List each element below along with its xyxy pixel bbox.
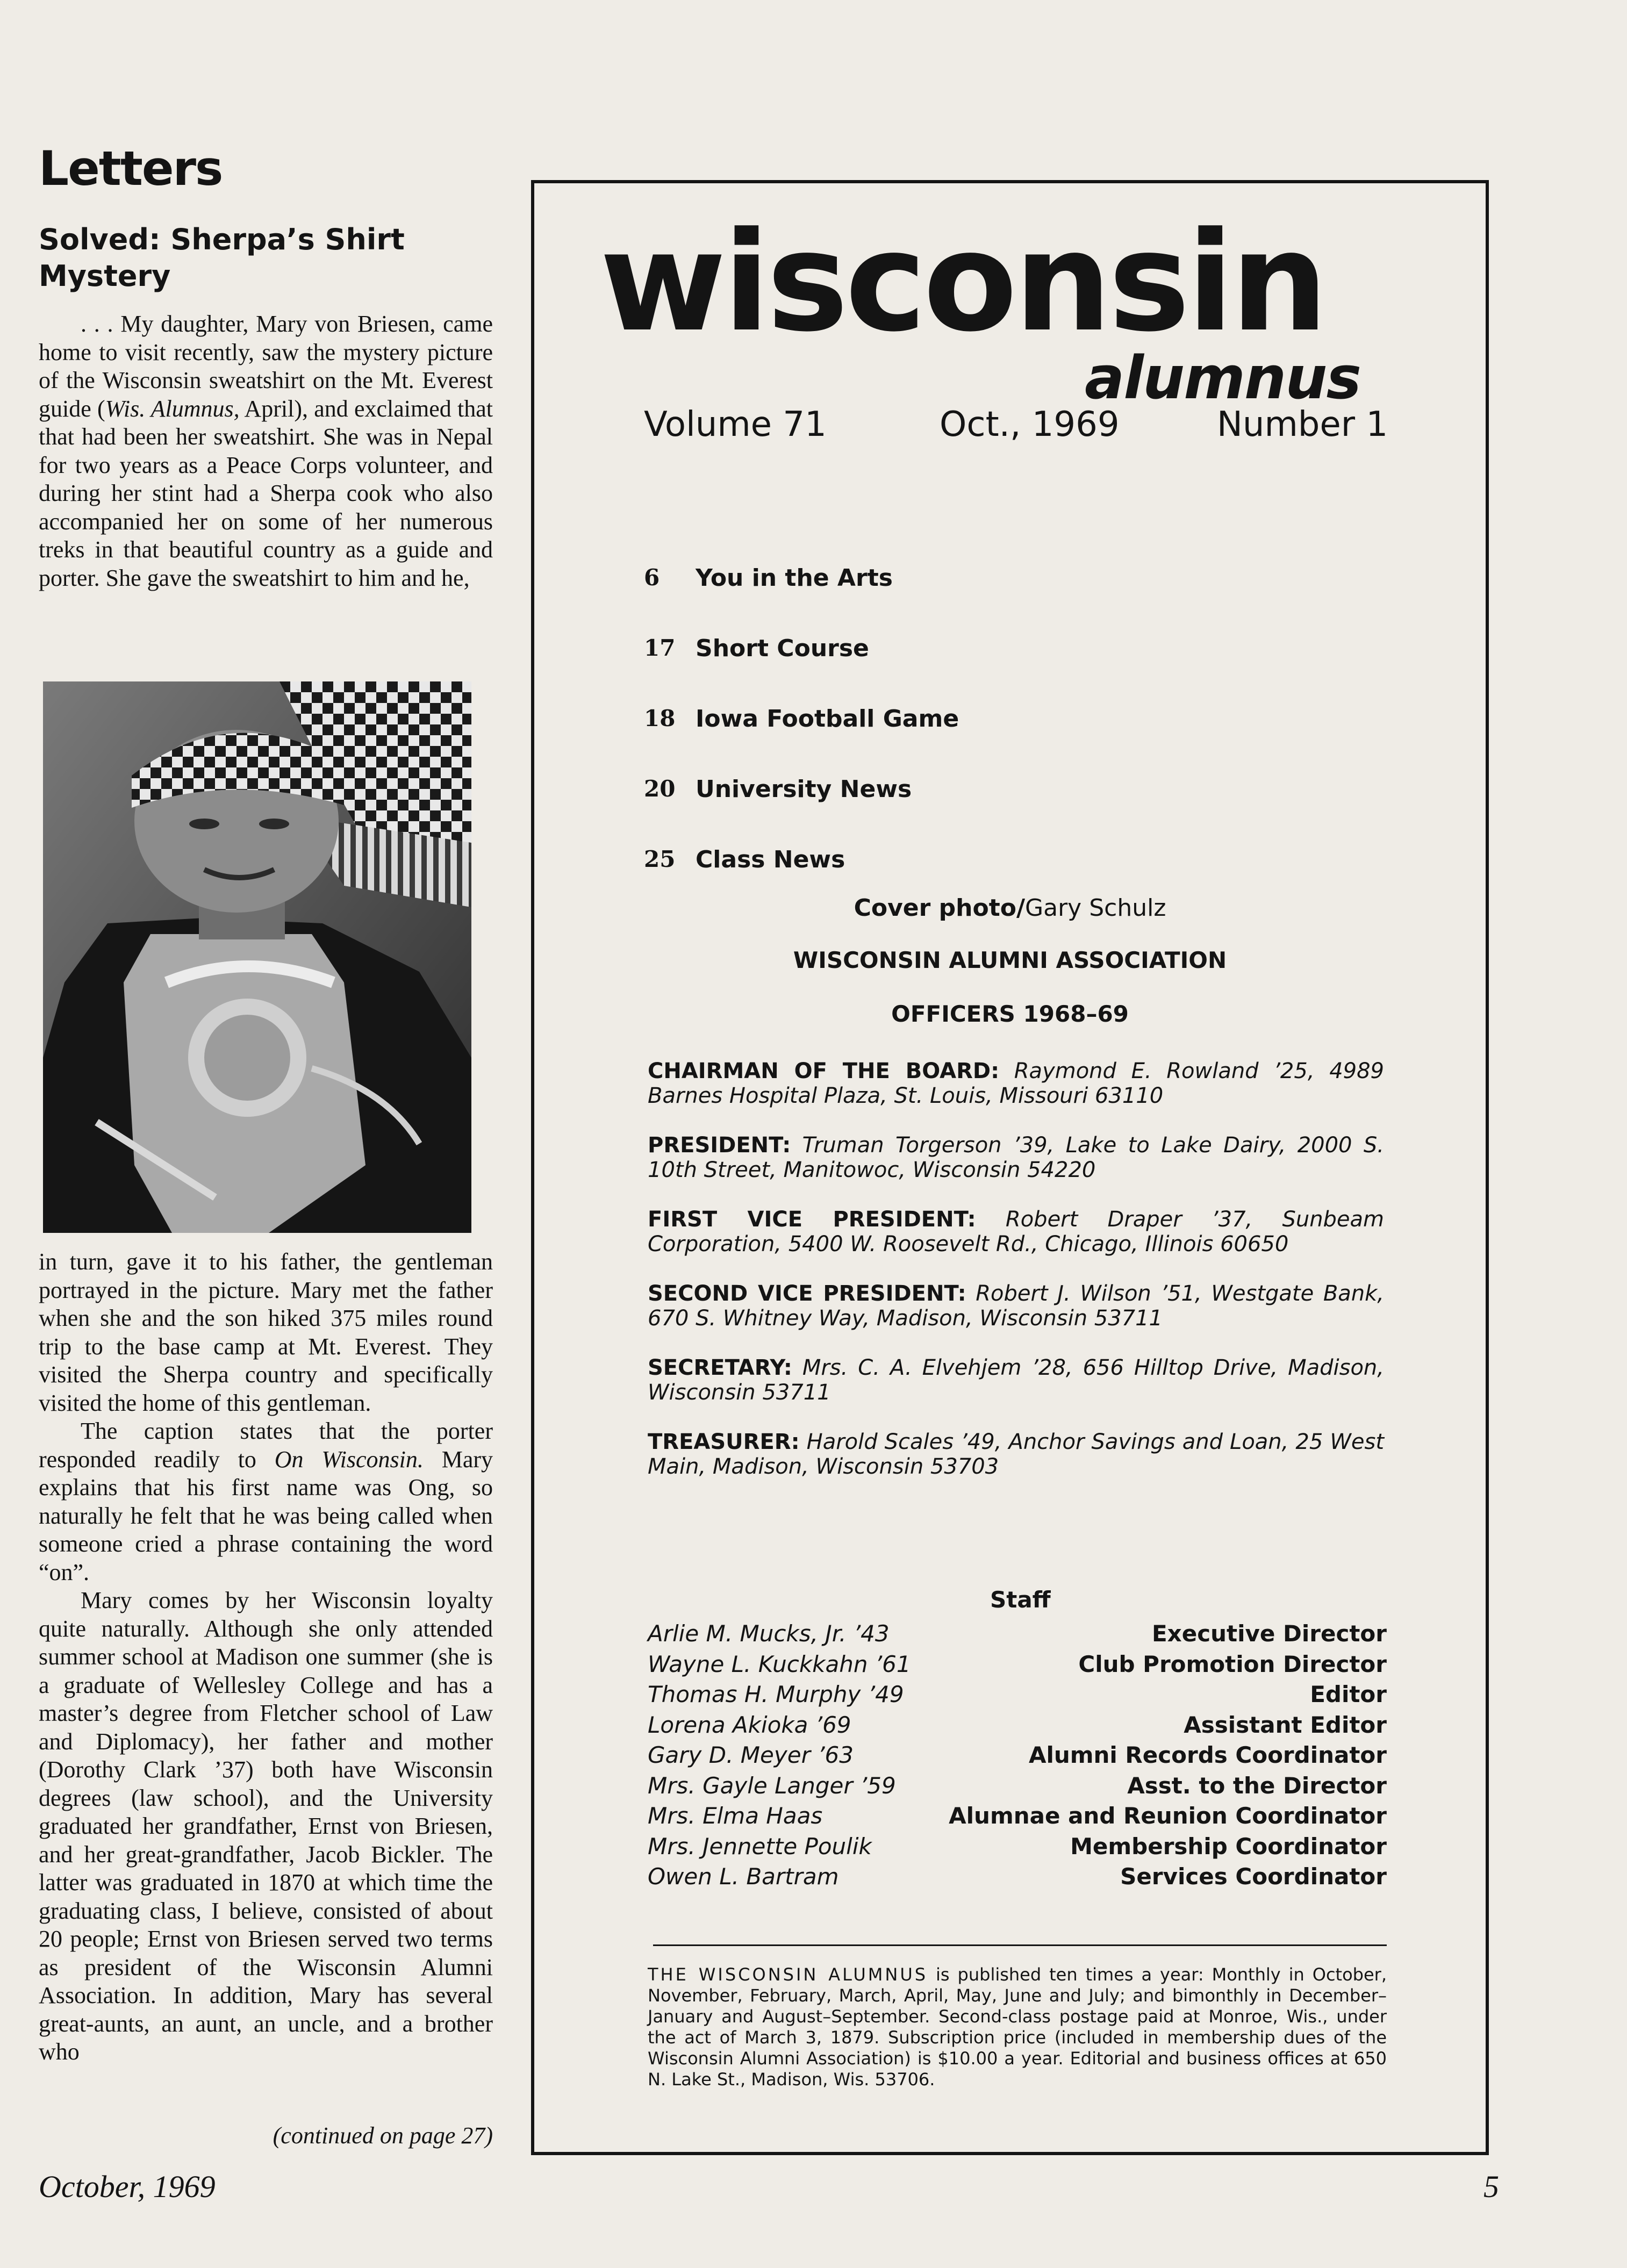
cover-credit <box>531 894 1489 922</box>
officer-role: SECRETARY: <box>648 1355 792 1380</box>
officer-entry <box>648 1430 1384 1479</box>
issue-date: Oct., 1969 <box>940 405 1120 444</box>
toc-item[interactable] <box>644 635 1289 705</box>
masthead-subtitle: alumnus <box>1085 343 1360 412</box>
officer-info: Harold Scales ’49, Anchor Savings and Loan, 25 West Main, Madison, Wisconsin 53703 <box>648 1430 1385 1479</box>
staff-name: Mrs. Elma Haas <box>648 1803 823 1829</box>
song-title: On Wisconsin. <box>274 1446 424 1473</box>
officer-info: Robert J. Wilson ’51, Westgate Bank, 670 S. Whitney Way, Madison, Wisconsin 53711 <box>648 1281 1385 1331</box>
toc-page: 6 <box>644 564 660 591</box>
volume-label: Volume 71 <box>644 405 827 444</box>
staff-name: Lorena Akioka ’69 <box>648 1711 851 1738</box>
staff-name: Wayne L. Kuckkahn ’61 <box>648 1650 911 1677</box>
staff-row <box>648 1833 1387 1864</box>
publication-name: THE WISCONSIN ALUMNUS <box>648 1964 928 1985</box>
letter-title: Solved: Sherpa’s Shirt Mystery <box>39 223 405 293</box>
staff-name: Mrs. Jennette Poulik <box>648 1833 872 1860</box>
masthead-title: wisconsin <box>599 203 1325 362</box>
toc-title: Class News <box>696 846 845 873</box>
footer-date: October, 1969 <box>39 2169 216 2204</box>
staff-name: Thomas H. Murphy ’49 <box>648 1681 904 1707</box>
sherpa-photo-illustration <box>43 681 471 1233</box>
officer-role: FIRST VICE PRESIDENT: <box>648 1207 976 1232</box>
officer-entry <box>648 1133 1384 1182</box>
intro-text-cont: April), and exclaimed that that had been her sweatshirt. She was in Nepal for two years as a Peace Corps volunteer, and during her stint had a Sherpa cook who also accompanied her on some of her numerous treks in that beautiful country as a guide and porter. She gave the sweatshirt to him and he, <box>39 395 493 591</box>
staff-role: Editor <box>1310 1681 1387 1707</box>
toc-page: 25 <box>644 846 676 872</box>
intro-citation: Wis. Alumnus, <box>105 395 240 422</box>
table-of-contents <box>644 564 1289 916</box>
toc-item[interactable] <box>644 705 1289 776</box>
staff-name: Arlie M. Mucks, Jr. ’43 <box>648 1620 890 1647</box>
toc-page: 18 <box>644 705 676 731</box>
officer-info: Robert Draper ’37, Sunbeam Corporation, 5400 W. Roosevelt Rd., Chicago, Illinois 60650 <box>648 1207 1385 1257</box>
letter-paragraph-3: Mary comes by her Wisconsin loyalty quite naturally. Although she only attended summer school at Madison one summer (she is a graduate of Wellesley College and has a master’s degree from Fletcher school of Law and Diplomacy), her father and mother (Dorothy Clark ’37) both have Wisconsin degrees (law school), and the University graduated her grandfather, Ernst von Briesen, and her great-grandfather, Jacob Bickler. The latter was graduated in 1870 at which time the graduating class, I believe, consisted of about 20 people; Ernst von Briesen served two terms as president of the Wisconsin Alumni Association. In addition, Mary has several great-aunts, an aunt, an uncle, and a brother who <box>39 1587 493 2065</box>
toc-title: You in the Arts <box>696 564 893 592</box>
staff-role: Asst. to the Director <box>1127 1772 1387 1799</box>
letter-intro <box>39 310 493 592</box>
toc-item[interactable] <box>644 564 1289 635</box>
officer-info: Mrs. C. A. Elvehjem ’28, 656 Hilltop Drive, Madison, Wisconsin 53711 <box>648 1355 1384 1405</box>
staff-role: Club Promotion Director <box>1078 1650 1387 1677</box>
sherpa-photo <box>43 681 471 1233</box>
staff-row <box>648 1620 1387 1651</box>
toc-item[interactable] <box>644 776 1289 846</box>
toc-page: 20 <box>644 776 676 802</box>
paragraph-2-text-cont: Mary explains that his first name was Ong, so naturally he felt that he was being called when someone cried a phrase containing the word “on”. <box>39 1446 493 1585</box>
divider <box>653 1944 1387 1946</box>
staff-row <box>648 1742 1387 1772</box>
officer-role: PRESIDENT: <box>648 1133 791 1158</box>
staff-list <box>648 1620 1387 1894</box>
officer-entry <box>648 1355 1384 1405</box>
intro-text: . . . My daughter, Mary von Briesen, came home to visit recently, saw the mystery picture of the Wisconsin sweatshirt on the Mt. Everest guide <box>39 311 493 422</box>
staff-role: Assistant Editor <box>1184 1711 1387 1738</box>
toc-title: Iowa Football Game <box>696 705 959 733</box>
publication-text: is published ten times a year: Monthly in October, November, February, March, April, May, June and July; and bimonthly in December–January and August–September. Second-class postage paid at Monroe, Wis., under the act of March 3, 1879. Subscription price (included in membership dues of the Wisconsin Alumni Association) is $10.00 a year. Editorial and business offices at 650 N. Lake St., Madison, Wis. 53706. <box>648 1964 1387 2090</box>
cover-label: Cover photo/ <box>854 894 1026 922</box>
staff-role: Alumni Records Coordinator <box>1028 1742 1387 1768</box>
staff-row <box>648 1772 1387 1803</box>
staff-role: Alumnae and Reunion Coordinator <box>949 1803 1387 1829</box>
letter-paragraph-1: in turn, gave it to his father, the gentleman portrayed in the picture. Mary met the father when she and the son hiked 375 miles round trip to the base camp at Mt. Everest. They visited the Sherpa country and specifically visited the home of this gentleman. <box>39 1248 493 1416</box>
paragraph-2-text: The caption states that the porter responded readily to <box>39 1418 493 1473</box>
officer-entry <box>648 1059 1384 1108</box>
staff-row <box>648 1712 1387 1742</box>
staff-role: Membership Coordinator <box>1070 1833 1387 1860</box>
publication-info <box>648 1964 1387 2090</box>
staff-row <box>648 1803 1387 1833</box>
staff-name: Mrs. Gayle Langer ’59 <box>648 1772 896 1799</box>
officer-info: Raymond E. Rowland ’25, 4989 Barnes Hospital Plaza, St. Louis, Missouri 63110 <box>648 1059 1384 1108</box>
staff-row <box>648 1863 1387 1894</box>
officer-role: CHAIRMAN OF THE BOARD: <box>648 1059 1000 1083</box>
officer-info: Truman Torgerson ’39, Lake to Lake Dairy, 2000 S. 10th Street, Manitowoc, Wisconsin 54220 <box>648 1133 1384 1182</box>
staff-name: Gary D. Meyer ’63 <box>648 1742 854 1768</box>
page-number: 5 <box>1483 2169 1499 2204</box>
staff-role: Executive Director <box>1151 1620 1387 1647</box>
staff-name: Owen L. Bartram <box>648 1863 839 1890</box>
continued-note: (continued on page 27) <box>273 2122 493 2149</box>
officer-entry <box>648 1207 1384 1257</box>
officer-entry <box>648 1281 1384 1331</box>
toc-title: University News <box>696 776 912 803</box>
association-name: WISCONSIN ALUMNI ASSOCIATION <box>793 947 1227 973</box>
issue-number: Number 1 <box>1217 405 1388 444</box>
staff-row <box>648 1651 1387 1682</box>
officers-heading: OFFICERS 1968–69 <box>891 1001 1129 1027</box>
toc-title: Short Course <box>696 635 869 662</box>
officer-role: TREASURER: <box>648 1430 800 1454</box>
staff-row <box>648 1681 1387 1712</box>
letter-paragraph-2 <box>39 1417 493 1587</box>
cover-photographer: Gary Schulz <box>1025 894 1166 922</box>
toc-page: 17 <box>644 635 676 661</box>
letter-body <box>39 1248 493 2066</box>
staff-heading: Staff <box>990 1587 1051 1613</box>
officer-role: SECOND VICE PRESIDENT: <box>648 1281 966 1306</box>
letters-heading: Letters <box>39 141 223 196</box>
officers-list <box>648 1059 1384 1504</box>
intro-cite-paren: ( <box>97 395 105 422</box>
staff-role: Services Coordinator <box>1120 1863 1387 1890</box>
